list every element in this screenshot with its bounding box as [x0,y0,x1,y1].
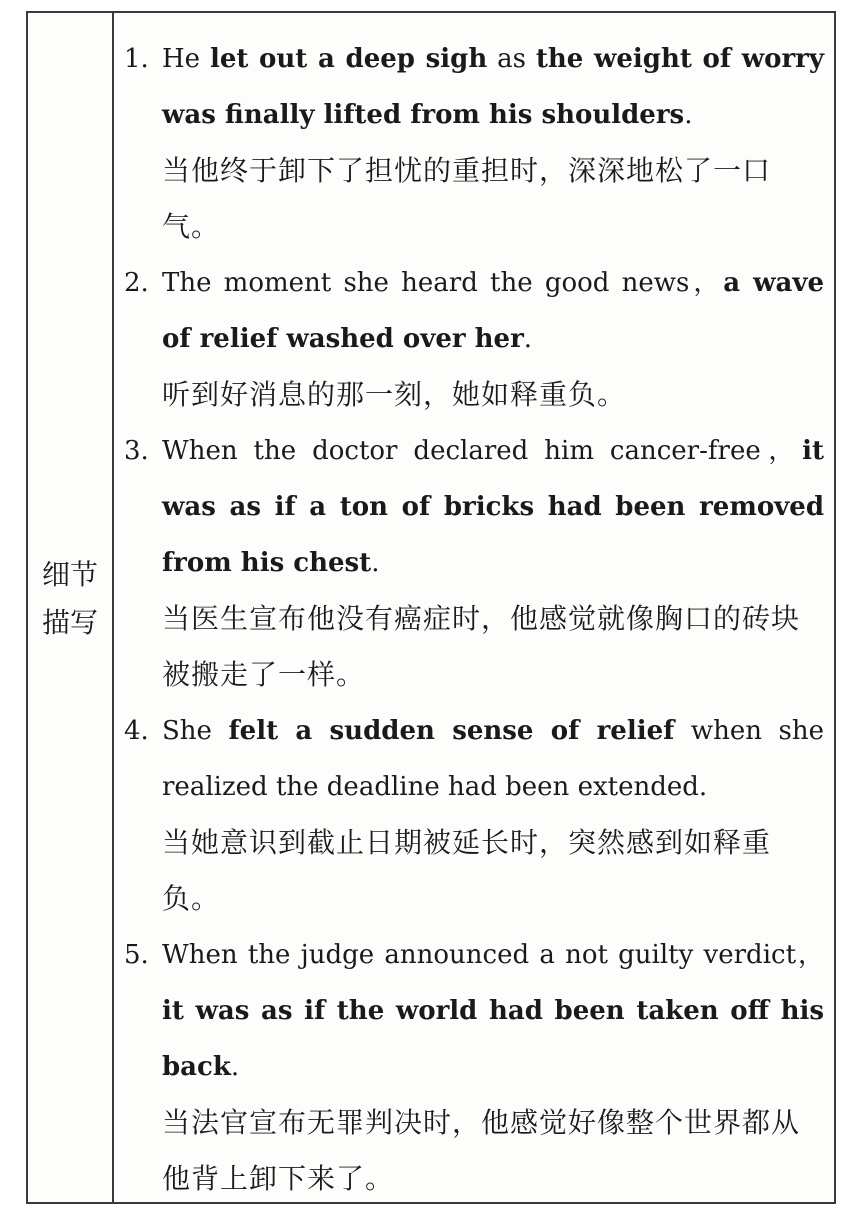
chinese-translation: 当他终于卸下了担忧的重担时，深深地松了一口气。 [162,154,772,243]
bold-phrase: felt a sudden sense of relief [228,716,675,746]
document-table [26,11,836,1204]
content-cell [114,13,834,1202]
category-label-cell [28,13,114,1202]
chinese-translation: 听到好消息的那一刻，她如释重负。 [162,378,627,411]
english-sentence [162,31,824,143]
bold-phrase: let out a deep sigh [209,44,488,74]
chinese-translation: 当法官宣布无罪判决时，他感觉好像整个世界都从他背上卸下来了。 [162,1106,801,1195]
entry-number: 3. [124,436,149,466]
entry-number: 4. [124,716,149,746]
entry-number: 5. [124,940,149,970]
entry-number: 1. [124,44,149,74]
sentence-text: The moment she heard the good news， [162,268,724,298]
english-sentence [162,927,824,1095]
entry-number: 2. [124,268,149,298]
category-label-line-2: 描写 [41,605,98,639]
category-label [42,551,98,647]
sentence-text: . [684,100,693,130]
bold-phrase: it was as if the world had been taken off his back [162,996,824,1082]
chinese-translation: 当医生宣布他没有癌症时，他感觉就像胸口的砖块被搬走了一样。 [162,602,801,691]
sentence-text: . [523,324,533,354]
sentence-text: . [230,1052,240,1082]
bold-phrase: it was as if a ton of bricks had been removed from his chest [162,436,824,578]
sentence-text: When the judge announced a not guilty verdict， [162,940,824,970]
sentence-text: She [162,716,229,746]
english-sentence [162,255,824,367]
sentence-text: When the doctor declared him cancer-free， [162,436,803,466]
bold-phrase: a wave of relief washed over her [162,268,825,354]
english-sentence [162,423,824,591]
category-label-line-1: 细节 [41,557,98,591]
chinese-translation: 当她意识到截止日期被延长时，突然感到如释重负。 [162,826,772,915]
bold-phrase: the weight of worry was finally lifted from his shoulders [162,44,824,130]
english-sentence [162,703,824,815]
sentence-text: He [162,44,210,74]
sentence-text: when she realized the deadline had been extended. [162,716,824,802]
sentence-text: as [487,44,536,74]
sentence-text: . [371,548,380,578]
